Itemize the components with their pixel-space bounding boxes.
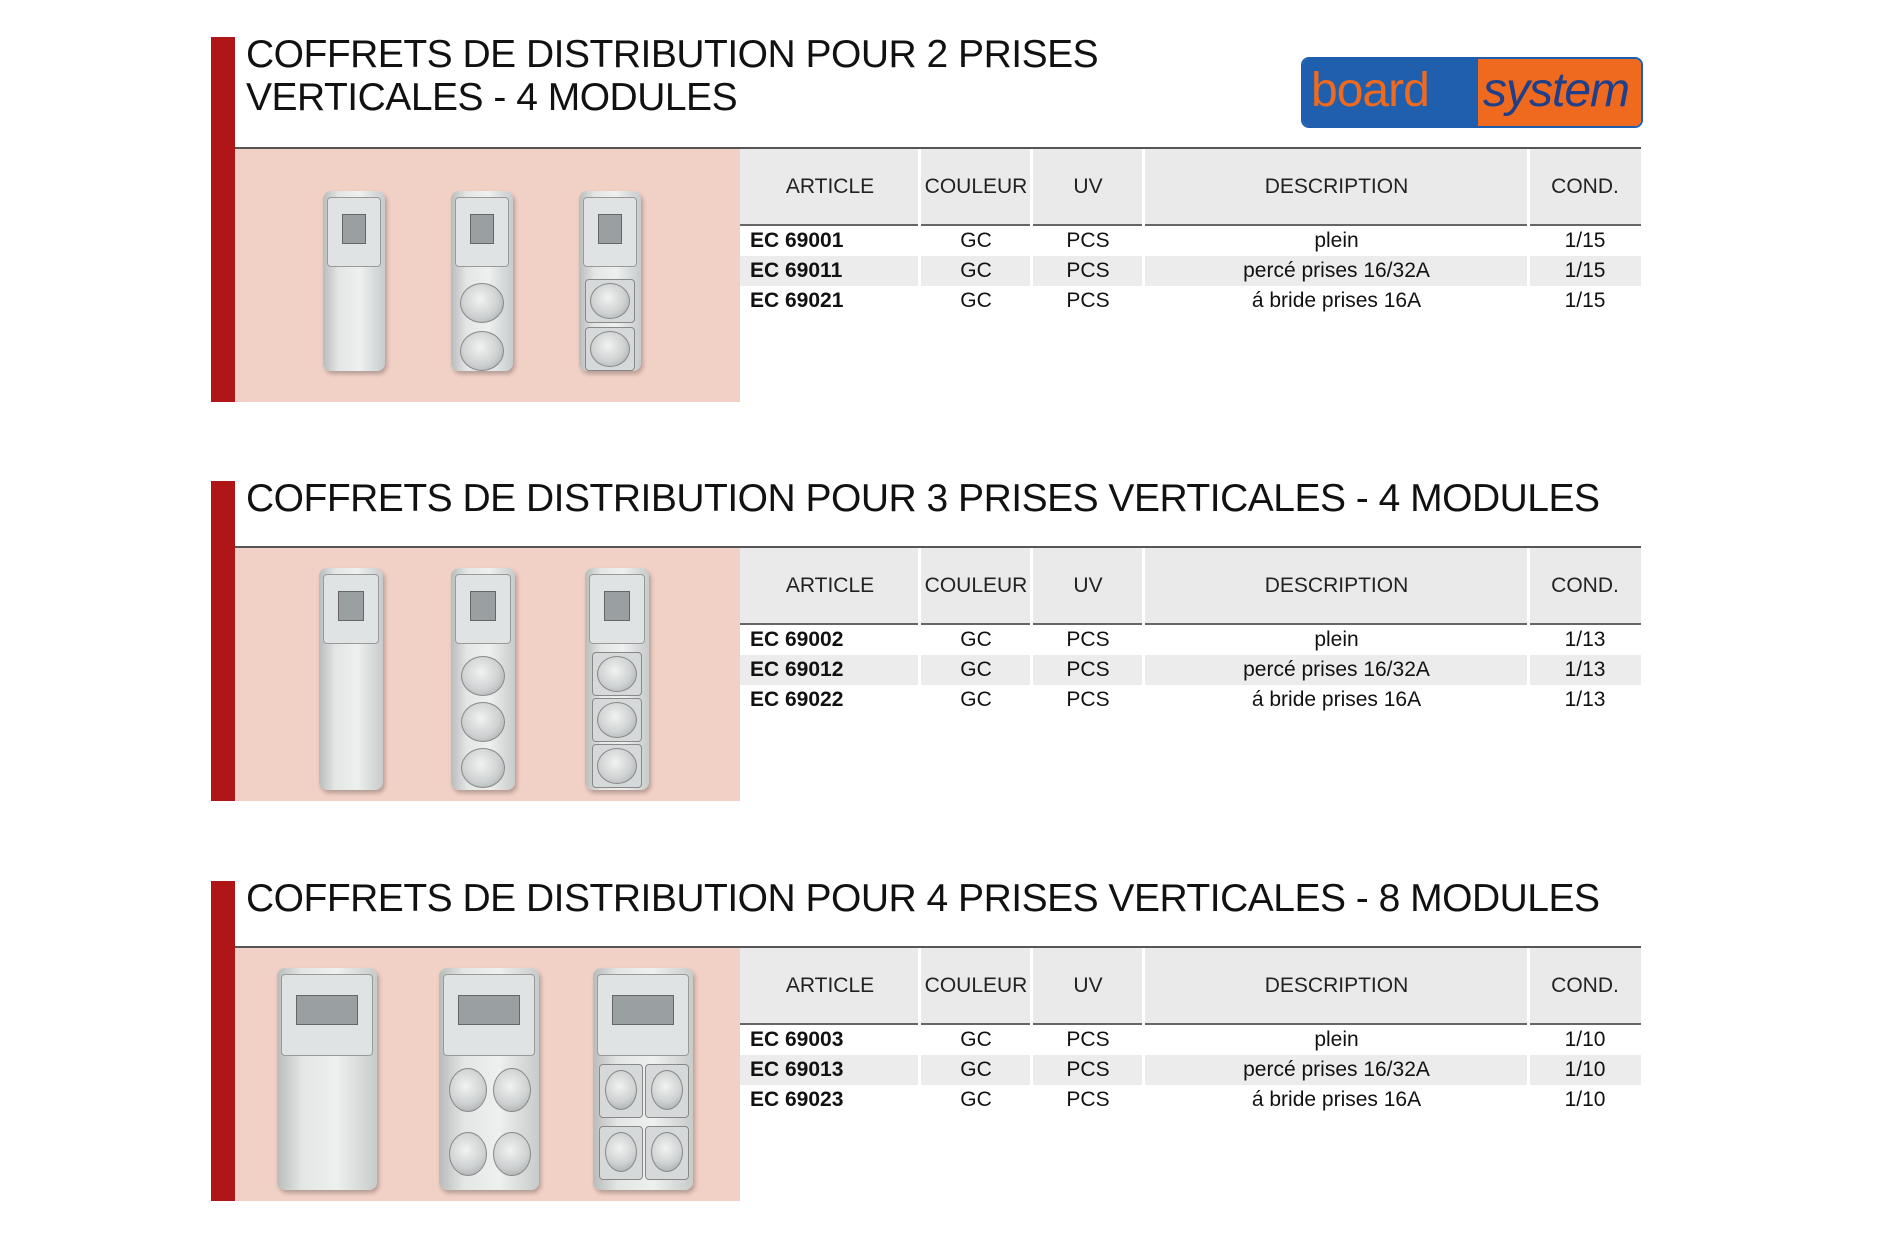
table-header xyxy=(740,149,1641,226)
table-row xyxy=(740,256,1641,286)
cell-cond: 1/10 xyxy=(1564,1028,1606,1051)
table-row xyxy=(740,286,1641,316)
table-row xyxy=(740,1085,1641,1115)
section-title xyxy=(246,877,1600,920)
cell-description: percé prises 16/32A xyxy=(1243,259,1430,282)
cell-article: EC 69021 xyxy=(750,289,844,312)
table-header xyxy=(740,548,1641,625)
cell-description: á bride prises 16A xyxy=(1251,1088,1422,1111)
header-description: DESCRIPTION xyxy=(1264,974,1409,997)
header-article: ARTICLE xyxy=(785,175,875,198)
column-separator xyxy=(918,948,921,1128)
section-3-prises xyxy=(211,477,1641,801)
section-title-line1: COFFRETS DE DISTRIBUTION POUR 2 PRISES xyxy=(246,33,1099,76)
header-article: ARTICLE xyxy=(785,574,875,597)
column-separator xyxy=(1142,948,1145,1128)
cell-cond: 1/15 xyxy=(1564,259,1606,282)
table-row xyxy=(740,1025,1641,1055)
cell-article: EC 69012 xyxy=(750,658,844,681)
section-title-line1: COFFRETS DE DISTRIBUTION POUR 3 PRISES VERTICALES - 4 MODULES xyxy=(246,477,1600,520)
column-separator xyxy=(1030,149,1033,329)
cell-couleur: GC xyxy=(960,628,992,651)
cell-uv: PCS xyxy=(1066,1058,1110,1081)
enclosure-flanged xyxy=(579,191,641,371)
column-separator xyxy=(1142,548,1145,728)
cell-cond: 1/15 xyxy=(1564,229,1606,252)
header-description: DESCRIPTION xyxy=(1264,574,1409,597)
cell-description: plein xyxy=(1314,229,1359,252)
section-accent-bar xyxy=(211,881,235,1201)
column-separator xyxy=(1030,948,1033,1128)
section-title xyxy=(246,33,1098,119)
header-cond: COND. xyxy=(1551,175,1619,198)
column-separator xyxy=(1030,548,1033,728)
cell-description: percé prises 16/32A xyxy=(1243,1058,1430,1081)
cell-cond: 1/13 xyxy=(1564,628,1606,651)
cell-description: plein xyxy=(1314,628,1359,651)
column-separator xyxy=(1527,948,1530,1128)
cell-couleur: GC xyxy=(960,1088,992,1111)
column-separator xyxy=(918,149,921,329)
table-header xyxy=(740,948,1641,1025)
enclosure-drilled xyxy=(451,191,513,371)
header-uv: UV xyxy=(1073,574,1103,597)
column-separator xyxy=(1142,149,1145,329)
section-title-line2: VERTICALES - 4 MODULES xyxy=(246,76,738,119)
column-separator xyxy=(1527,548,1530,728)
cell-cond: 1/10 xyxy=(1564,1058,1606,1081)
table-row xyxy=(740,1055,1641,1085)
cell-cond: 1/15 xyxy=(1564,289,1606,312)
product-photo xyxy=(235,548,740,801)
cell-couleur: GC xyxy=(960,229,992,252)
header-cond: COND. xyxy=(1551,974,1619,997)
product-photo xyxy=(235,149,740,402)
table-row xyxy=(740,685,1641,715)
cell-description: plein xyxy=(1314,1028,1359,1051)
header-article: ARTICLE xyxy=(785,974,875,997)
cell-cond: 1/13 xyxy=(1564,688,1606,711)
cell-couleur: GC xyxy=(960,1058,992,1081)
header-uv: UV xyxy=(1073,175,1103,198)
enclosure-drilled xyxy=(451,568,515,790)
column-separator xyxy=(918,548,921,728)
section-4-prises xyxy=(211,877,1641,1201)
cell-article: EC 69003 xyxy=(750,1028,844,1051)
cell-cond: 1/10 xyxy=(1564,1088,1606,1111)
enclosure-plain xyxy=(277,968,377,1190)
section-accent-bar xyxy=(211,481,235,801)
table-row xyxy=(740,625,1641,655)
header-couleur: COULEUR xyxy=(924,175,1028,198)
cell-couleur: GC xyxy=(960,289,992,312)
enclosure-plain xyxy=(319,568,383,790)
enclosure-plain xyxy=(323,191,385,371)
cell-article: EC 69013 xyxy=(750,1058,844,1081)
section-2-prises xyxy=(211,33,1641,402)
logo-text-board: board xyxy=(1311,64,1429,117)
header-couleur: COULEUR xyxy=(924,974,1028,997)
section-title-line1: COFFRETS DE DISTRIBUTION POUR 4 PRISES VERTICALES - 8 MODULES xyxy=(246,877,1600,920)
cell-description: percé prises 16/32A xyxy=(1243,658,1430,681)
cell-uv: PCS xyxy=(1066,628,1110,651)
table-row xyxy=(740,655,1641,685)
header-description: DESCRIPTION xyxy=(1264,175,1409,198)
section-accent-bar xyxy=(211,37,235,402)
cell-couleur: GC xyxy=(960,688,992,711)
cell-article: EC 69023 xyxy=(750,1088,844,1111)
product-photo xyxy=(235,948,740,1201)
cell-article: EC 69001 xyxy=(750,229,844,252)
cell-uv: PCS xyxy=(1066,289,1110,312)
column-separator xyxy=(1527,149,1530,329)
header-couleur: COULEUR xyxy=(924,574,1028,597)
enclosure-flanged xyxy=(593,968,693,1190)
cell-article: EC 69011 xyxy=(750,259,843,282)
cell-uv: PCS xyxy=(1066,688,1110,711)
enclosure-flanged xyxy=(585,568,649,790)
logo-text-system: system xyxy=(1483,64,1630,117)
cell-cond: 1/13 xyxy=(1564,658,1606,681)
cell-uv: PCS xyxy=(1066,259,1110,282)
cell-couleur: GC xyxy=(960,1028,992,1051)
header-uv: UV xyxy=(1073,974,1103,997)
cell-article: EC 69022 xyxy=(750,688,844,711)
enclosure-drilled xyxy=(439,968,539,1190)
cell-uv: PCS xyxy=(1066,1028,1110,1051)
header-cond: COND. xyxy=(1551,574,1619,597)
cell-couleur: GC xyxy=(960,658,992,681)
cell-couleur: GC xyxy=(960,259,992,282)
cell-uv: PCS xyxy=(1066,229,1110,252)
cell-uv: PCS xyxy=(1066,1088,1110,1111)
table-row xyxy=(740,226,1641,256)
cell-description: á bride prises 16A xyxy=(1251,688,1422,711)
cell-uv: PCS xyxy=(1066,658,1110,681)
cell-description: á bride prises 16A xyxy=(1251,289,1422,312)
section-title xyxy=(246,477,1600,520)
cell-article: EC 69002 xyxy=(750,628,844,651)
